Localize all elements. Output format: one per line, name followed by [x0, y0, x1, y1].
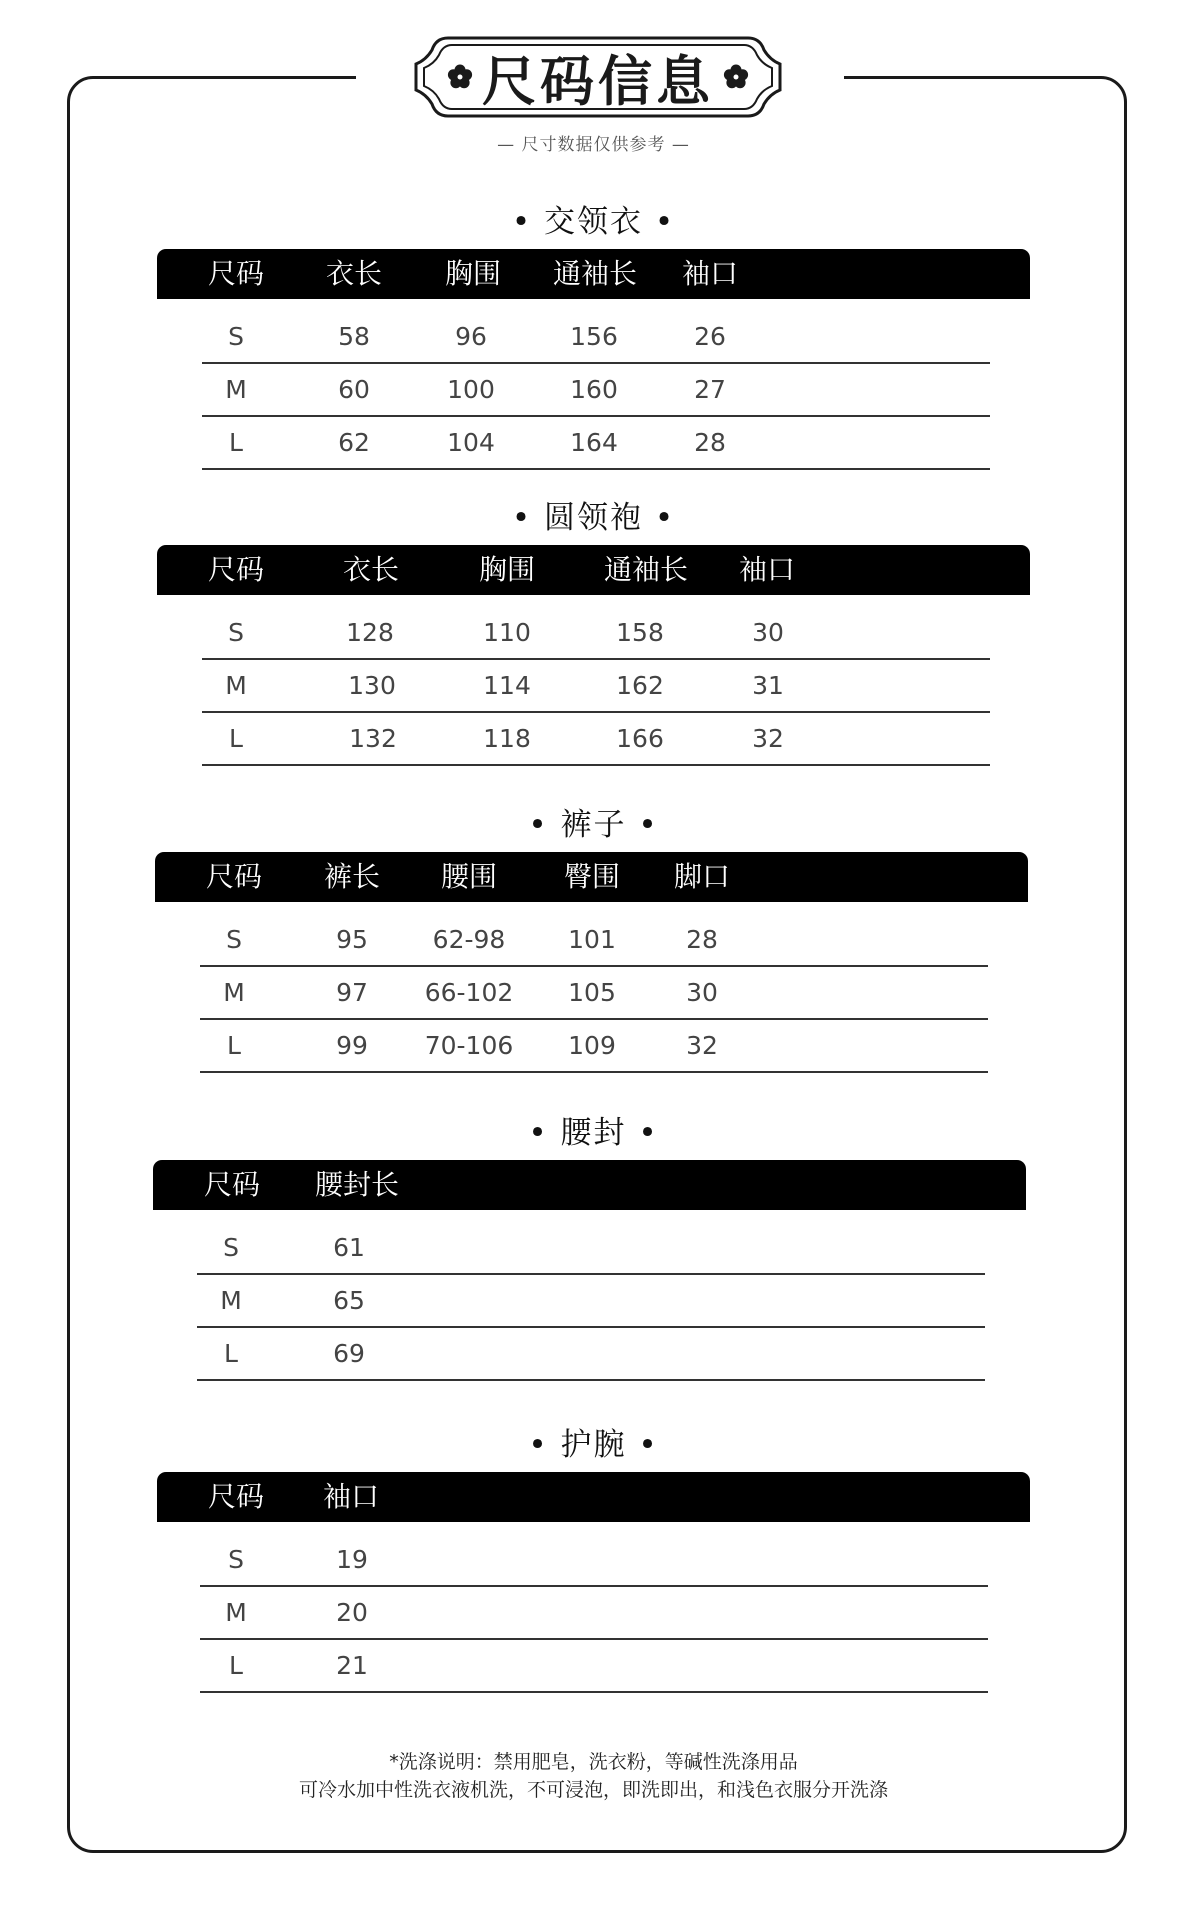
header-cell: 通袖长 [552, 257, 638, 290]
table-cell: 130 [348, 671, 396, 700]
header-cell: 尺码 [205, 860, 263, 893]
table-cell: 26 [694, 322, 726, 351]
table-row [197, 1328, 985, 1381]
table-cell: M [225, 1598, 247, 1627]
care-note-line-2: 可冷水加中性洗衣液机洗，不可浸泡，即洗即出，和浅色衣服分开洗涤 [298, 1779, 888, 1801]
table-cell: 132 [349, 724, 397, 753]
table-cell: 62 [338, 428, 370, 457]
table-cell: 128 [346, 618, 394, 647]
table-cell: 19 [336, 1545, 368, 1574]
table-cell: 27 [694, 375, 726, 404]
table-cell: L [224, 1339, 238, 1368]
header-cell: 腰围 [440, 860, 498, 893]
title-badge [408, 30, 788, 124]
table-cell: S [228, 322, 244, 351]
table-row [200, 1534, 988, 1587]
table-cell: 95 [336, 925, 368, 954]
table-row [197, 1222, 985, 1275]
table-cell: 60 [338, 375, 370, 404]
table-cell: 32 [686, 1031, 718, 1060]
table-cell: M [225, 375, 247, 404]
table-row [202, 713, 990, 766]
table-cell: 100 [447, 375, 495, 404]
table-cell: L [229, 724, 243, 753]
table-cell: 109 [568, 1031, 616, 1060]
header-cell: 裤长 [323, 860, 381, 893]
page-subtitle: — 尺寸数据仅供参考 — [497, 135, 690, 155]
header-cell: 袖口 [322, 1480, 380, 1513]
header-cell: 衣长 [325, 257, 383, 290]
header-cell: 胸围 [478, 553, 536, 586]
table-cell: 66-102 [424, 978, 514, 1007]
header-cell: 尺码 [207, 257, 265, 290]
table-cell: M [220, 1286, 242, 1315]
table-cell: 21 [336, 1651, 368, 1680]
section-title: • 交领衣 • [511, 204, 676, 240]
table-cell: L [229, 1651, 243, 1680]
table-row [202, 607, 990, 660]
table-row [202, 364, 990, 417]
table-cell: 166 [616, 724, 664, 753]
table-header [157, 1472, 1030, 1522]
table-cell: M [225, 671, 247, 700]
table-header [153, 1160, 1026, 1210]
section-title: • 腰封 • [528, 1115, 659, 1151]
table-cell: 20 [336, 1598, 368, 1627]
table-row [200, 1020, 988, 1073]
table-cell: 70-106 [424, 1031, 514, 1060]
table-cell: 158 [616, 618, 664, 647]
header-cell: 通袖长 [603, 553, 689, 586]
table-row [200, 1640, 988, 1693]
section-title: • 裤子 • [528, 807, 659, 843]
table-cell: 28 [686, 925, 718, 954]
header-cell: 腰封长 [314, 1168, 400, 1201]
table-cell: 28 [694, 428, 726, 457]
table-cell: 105 [568, 978, 616, 1007]
header-cell: 尺码 [203, 1168, 261, 1201]
page-title: 尺码信息 [482, 49, 714, 113]
table-cell: 65 [333, 1286, 365, 1315]
table-cell: L [227, 1031, 241, 1060]
table-cell: 30 [752, 618, 784, 647]
table-row [200, 967, 988, 1020]
header-cell: 臀围 [563, 860, 621, 893]
table-cell: 69 [333, 1339, 365, 1368]
table-row [200, 1587, 988, 1640]
table-cell: 96 [455, 322, 487, 351]
table-cell: S [226, 925, 242, 954]
table-cell: 31 [752, 671, 784, 700]
table-cell: 114 [483, 671, 531, 700]
table-cell: S [228, 1545, 244, 1574]
table-header [157, 249, 1030, 299]
table-cell: 118 [483, 724, 531, 753]
table-header [157, 545, 1030, 595]
table-cell: 97 [336, 978, 368, 1007]
table-cell: 164 [570, 428, 618, 457]
table-header [155, 852, 1028, 902]
table-cell: 110 [483, 618, 531, 647]
table-cell: 61 [333, 1233, 365, 1262]
table-cell: 99 [336, 1031, 368, 1060]
table-cell: S [228, 618, 244, 647]
care-note-line-1: *洗涤说明：禁用肥皂，洗衣粉，等碱性洗涤用品 [389, 1751, 798, 1773]
header-cell: 胸围 [444, 257, 502, 290]
table-cell: 162 [616, 671, 664, 700]
header-cell: 袖口 [738, 553, 796, 586]
table-row [202, 417, 990, 470]
table-cell: 30 [686, 978, 718, 1007]
table-cell: S [223, 1233, 239, 1262]
table-cell: 32 [752, 724, 784, 753]
header-cell: 尺码 [207, 1480, 265, 1513]
header-cell: 袖口 [681, 257, 739, 290]
header-cell: 衣长 [342, 553, 400, 586]
table-cell: 156 [570, 322, 618, 351]
section-title: • 圆领袍 • [511, 500, 676, 536]
table-cell: 62-98 [432, 925, 506, 954]
table-row [200, 914, 988, 967]
table-cell: 58 [338, 322, 370, 351]
table-row [197, 1275, 985, 1328]
section-title: • 护腕 • [528, 1427, 659, 1463]
table-cell: 104 [447, 428, 495, 457]
table-row [202, 660, 990, 713]
header-cell: 脚口 [673, 860, 731, 893]
table-cell: M [223, 978, 245, 1007]
header-cell: 尺码 [207, 553, 265, 586]
table-cell: 160 [570, 375, 618, 404]
table-cell: 101 [568, 925, 616, 954]
table-cell: L [229, 428, 243, 457]
table-row [202, 311, 990, 364]
